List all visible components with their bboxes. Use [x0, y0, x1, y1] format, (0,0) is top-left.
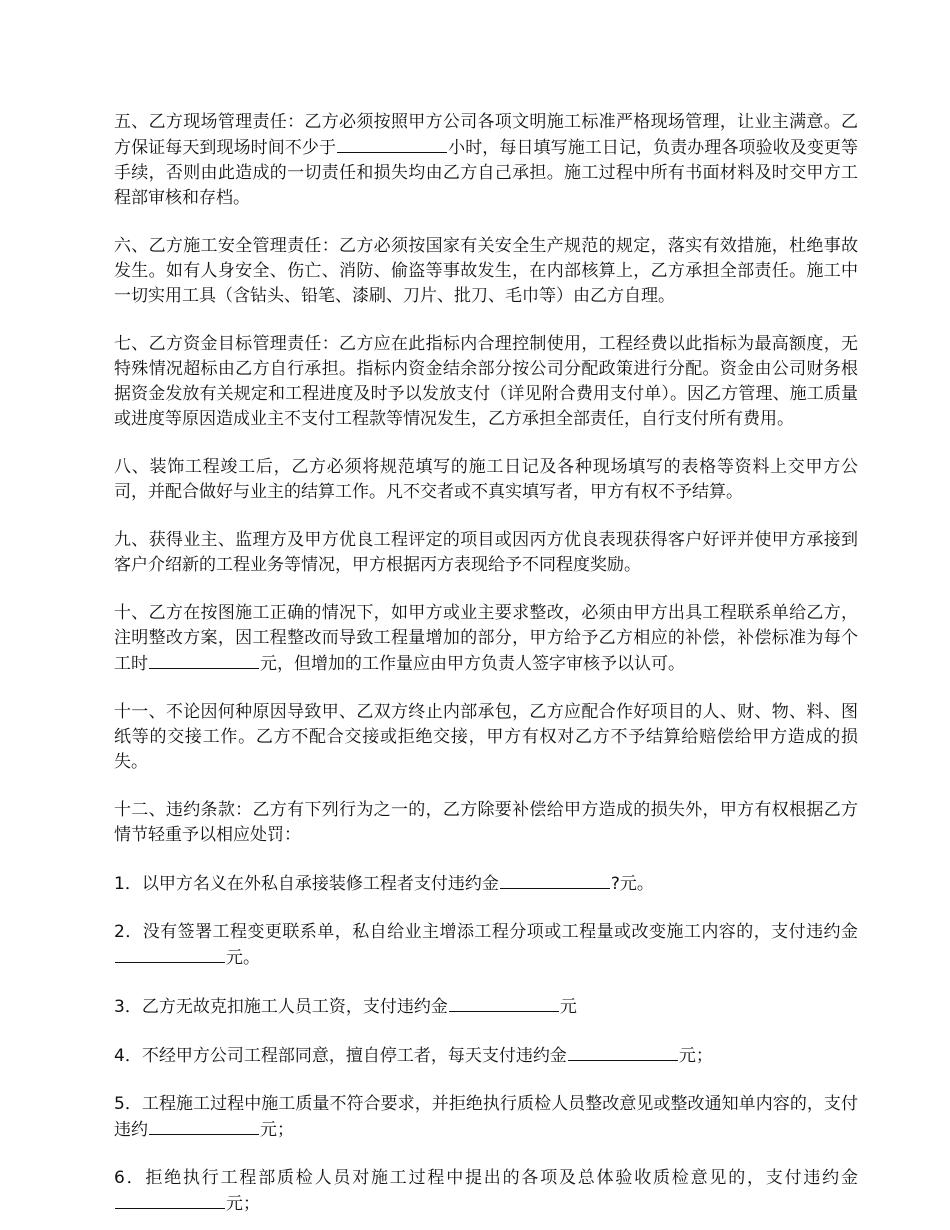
clause-five-text-start: 五、乙方现场管理责任：乙方必须按照甲方公司各项文明施工标准严格现场管理，让业主满意。乙方保证每天到现场时间不少于	[114, 112, 858, 158]
clause-ten	[114, 601, 858, 677]
penalty-item-1-unit: ?元。	[610, 874, 654, 894]
clause-eight: 八、装饰工程竣工后，乙方必须将规范填写的施工日记及各种现场填写的表格等资料上交甲方公司，并配合做好与业主的结算工作。凡不交者或不真实填写者，甲方有权不予结算。	[114, 457, 858, 502]
penalty-item-3	[114, 994, 858, 1020]
penalty-item-4	[114, 1043, 858, 1069]
penalty-item-6-unit: 元；	[226, 1194, 260, 1214]
penalty-2-blank-line	[115, 945, 225, 963]
penalty-item-3-unit: 元	[559, 997, 577, 1017]
penalty-item-4-unit: 元；	[678, 1046, 713, 1066]
clause-nine: 九、获得业主、监理方及甲方优良工程评定的项目或因丙方优良表现获得客户好评并使甲方承接到客户介绍新的工程业务等情况，甲方根据丙方表现给予不同程度奖励。	[114, 530, 858, 575]
penalty-item-5	[114, 1092, 858, 1143]
penalty-item-2-unit: 元。	[226, 948, 260, 968]
penalty-item-6-text: 6．拒绝执行工程部质检人员对施工过程中提出的各项及总体验收质检意见的，支付违约金	[114, 1168, 858, 1188]
penalty-item-6	[114, 1166, 858, 1217]
clause-twelve: 十二、违约条款：乙方有下列行为之一的，乙方除要补偿给甲方造成的损失外，甲方有权根据乙方情节轻重予以相应处罚：	[114, 800, 858, 845]
clause-five-text-end: 小时，每日填写施工日记，负责办理各项验收及变更等手续，否则由此造成的一切责任和损失均由乙方自己承担。施工过程中所有书面材料及时交甲方工程部审核和存档。	[114, 138, 859, 208]
clause-six: 六、乙方施工安全管理责任：乙方必须按国家有关安全生产规范的规定，落实有效措施，杜绝事故发生。如有人身安全、伤亡、消防、偷盗等事故发生，在内部核算上，乙方承担全部责任。施工中一切实用工具（含钻头、铅笔、漆刷、刀片、批刀、毛巾等）由乙方自理。	[114, 236, 858, 306]
penalty-item-1	[114, 871, 858, 897]
penalty-item-2	[114, 920, 858, 971]
penalty-1-blank-line	[500, 871, 610, 889]
clause-ten-text-start: 十、乙方在按图施工正确的情况下，如甲方或业主要求整改，必须由甲方出具工程联系单给乙方，注明整改方案，因工程整改而导致工程量增加的部分，甲方给予乙方相应的补偿，补偿标准为每个工时	[114, 603, 858, 674]
clause-seven: 七、乙方资金目标管理责任：乙方应在此指标内合理控制使用，工程经费以此指标为最高额度，无特殊情况超标由乙方自行承担。指标内资金结余部分按公司分配政策进行分配。资金由公司财务根据资金发放有关规定和工程进度及时予以发放支付（详见附合费用支付单）。因乙方管理、施工质量或进度等原因造成业主不支付工程款等情况发生，乙方承担全部责任，自行支付所有费用。	[114, 334, 858, 429]
penalty-item-4-text: 4．不经甲方公司工程部同意，擅自停工者，每天支付违约金	[114, 1046, 567, 1066]
penalty-5-blank-line	[149, 1117, 259, 1135]
penalty-item-5-text: 5．工程施工过程中施工质量不符合要求，并拒绝执行质检人员整改意见或整改通知单内容的，支付违约	[114, 1094, 858, 1140]
penalty-3-blank-line	[449, 994, 559, 1012]
penalty-item-3-text: 3．乙方无故克扣施工人员工资，支付违约金	[114, 997, 448, 1017]
penalty-item-5-unit: 元；	[260, 1120, 294, 1140]
clause-ten-text-end: 元，但增加的工作量应由甲方负责人签字审核予以认可。	[260, 654, 685, 674]
penalty-4-blank-line	[568, 1043, 678, 1061]
hourly-rate-blank-line	[149, 651, 259, 669]
clause-five	[114, 110, 858, 211]
clause-eleven: 十一、不论因何种原因导致甲、乙双方终止内部承包，乙方应配合作好项目的人、财、物、料、图纸等的交接工作。乙方不配合交接或拒绝交接，甲方有权对乙方不予结算给赔偿给甲方造成的损失。	[114, 702, 858, 772]
hours-blank-line	[337, 135, 447, 153]
penalty-item-2-text: 2．没有签署工程变更联系单，私自给业主增添工程分项或工程量或改变施工内容的，支付违约金	[114, 922, 858, 942]
penalty-6-blank-line	[115, 1191, 225, 1209]
penalty-item-1-text: 1．以甲方名义在外私自承接装修工程者支付违约金	[114, 874, 499, 894]
